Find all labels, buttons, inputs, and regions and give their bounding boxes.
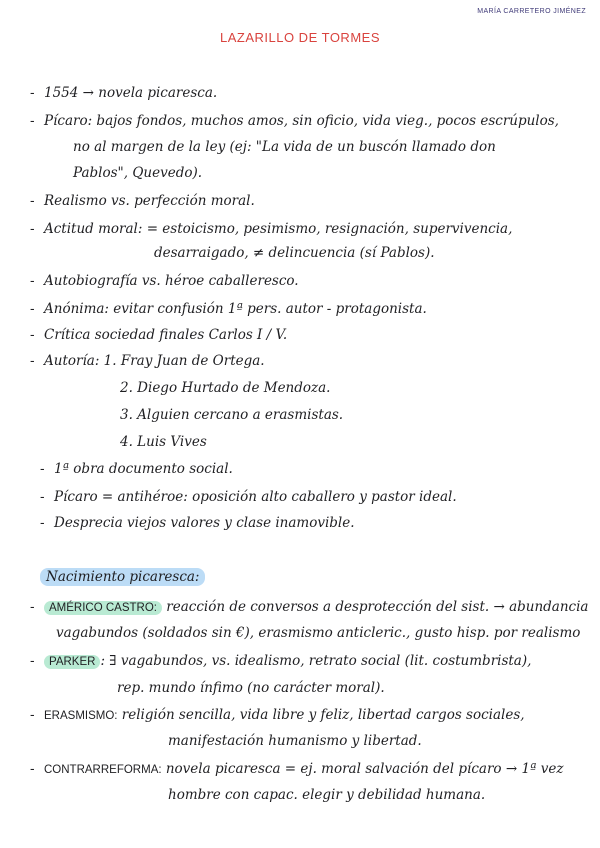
author-name: MARÍA CARRETERO JIMÉNEZ (477, 8, 586, 15)
note-line: - Anónima: evitar confusión 1ª pers. autor - protagonista. (30, 301, 427, 317)
authorship-option: 2. Diego Hurtado de Mendoza. (120, 380, 331, 396)
note-line: - Crítica sociedad finales Carlos I / V. (30, 327, 288, 343)
note-line-continued: manifestación humanismo y libertad. (168, 733, 422, 749)
note-line-continued: no al margen de la ley (ej: "La vida de un buscón llamado don (73, 139, 496, 155)
note-line: - Realismo vs. perfección moral. (30, 193, 255, 209)
note-line-continued: rep. mundo ínfimo (no carácter moral). (117, 680, 385, 696)
note-line-continued: hombre con capac. elegir y debilidad humana. (168, 787, 486, 803)
note-line-continued: vagabundos (soldados sin €), erasmismo anticleric., gusto hisp. por realismo (56, 625, 581, 641)
page-title: LAZARILLO DE TORMES (219, 30, 380, 45)
origin-parker: - PARKER : ∃ vagabundos, vs. idealismo, retrato social (lit. costumbrista), (30, 653, 532, 669)
note-line-continued: desarraigado, ≠ delincuencia (sí Pablos). (154, 245, 435, 261)
origin-erasmismo: - ERASMISMO: religión sencilla, vida libre y feliz, libertad cargos sociales, (30, 707, 525, 723)
origin-americo-castro: - AMÉRICO CASTRO: reacción de conversos a desprotección del sist. → abundancia (30, 599, 589, 615)
note-line: - 1ª obra documento social. (40, 461, 233, 477)
authorship-option: 3. Alguien cercano a erasmistas. (120, 407, 344, 423)
origin-contrarreforma: - CONTRARREFORMA: novela picaresca = ej. moral salvación del pícaro → 1ª vez (30, 761, 564, 777)
note-line: - Pícaro = antihéroe: oposición alto caballero y pastor ideal. (40, 489, 457, 505)
note-line: - Desprecia viejos valores y clase inamovible. (40, 515, 355, 531)
note-line-continued: Pablos", Quevedo). (73, 165, 203, 181)
authorship-option: 4. Luis Vives (120, 434, 207, 450)
note-line: - Actitud moral: = estoicismo, pesimismo, resignación, supervivencia, (30, 221, 513, 237)
note-line: - Autobiografía vs. héroe caballeresco. (30, 273, 299, 289)
note-line: - 1554 → novela picaresca. (30, 85, 218, 101)
note-line: - Pícaro: bajos fondos, muchos amos, sin oficio, vida vieg., pocos escrúpulos, (30, 113, 559, 129)
section-heading: Nacimiento picaresca: (40, 568, 205, 586)
note-line: - Autoría: 1. Fray Juan de Ortega. (30, 353, 265, 369)
